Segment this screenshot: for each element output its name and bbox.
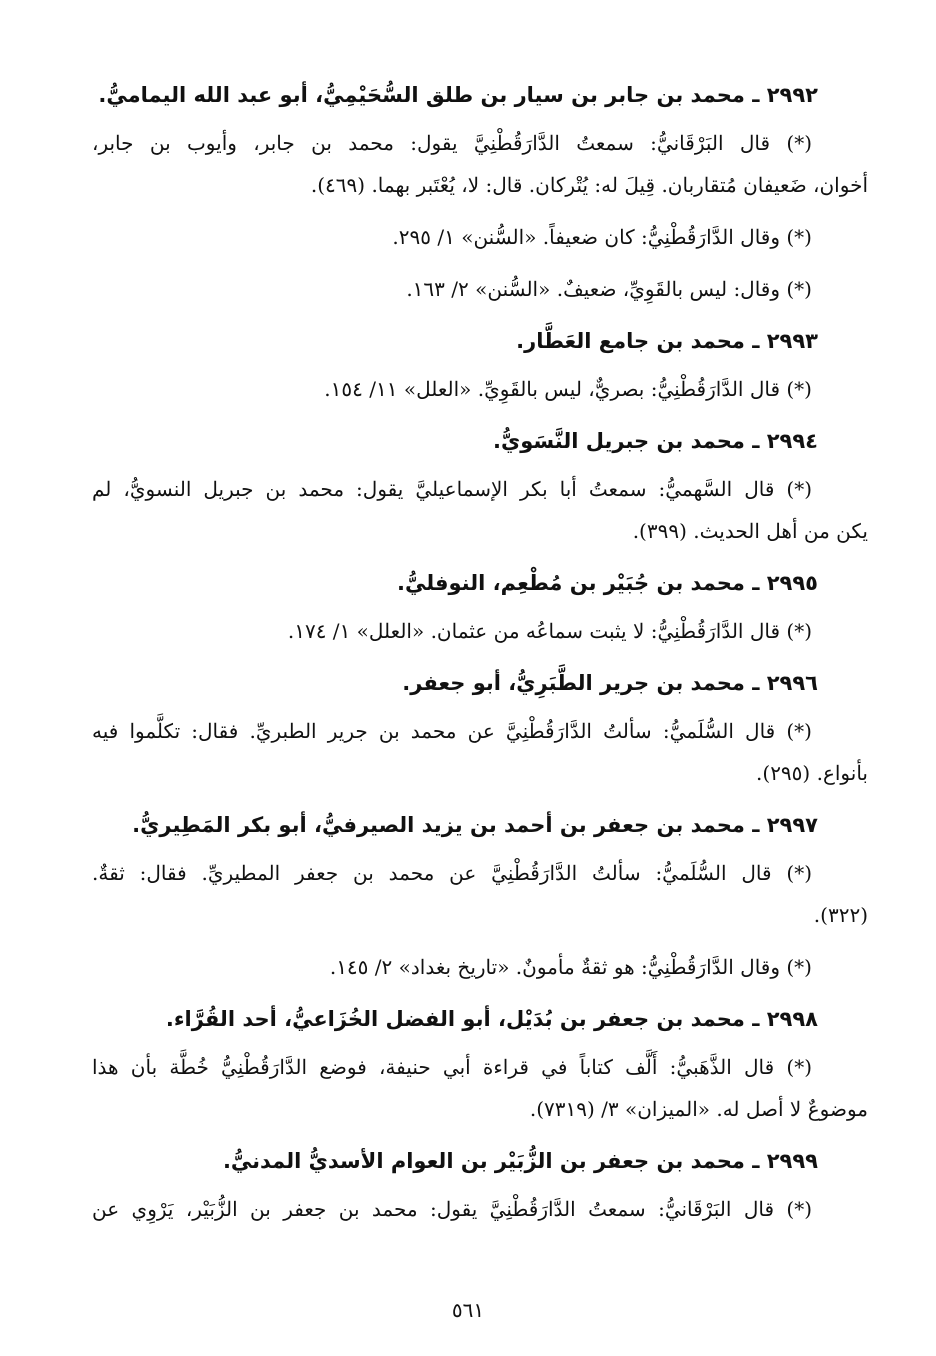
paragraph-line: (*) قال الذَّهَبيُّ: أَلَّف كتاباً في قراءة أبي حنيفة، فوضع الدَّارَقُطْنِيُّ خُطَّة بأن هذا xyxy=(92,1055,812,1079)
entry-heading: ٢٩٩٤ ـ محمد بن جبريل النَّسَويُّ. xyxy=(493,429,818,453)
entry-paragraph xyxy=(92,1046,868,1130)
entry-paragraph xyxy=(92,852,868,936)
paragraph-line: يكن من أهل الحديث. (٣٩٩). xyxy=(632,519,868,543)
page-number: ٥٦١ xyxy=(451,1298,485,1322)
entry-heading: ٢٩٩٥ ـ محمد بن جُبَيْر بن مُطْعِم، النوفليُّ. xyxy=(396,571,818,595)
entry-paragraph xyxy=(92,710,868,794)
entry-paragraph xyxy=(92,122,868,206)
paragraph-line: (*) وقال الدَّارَقُطْنِيُّ: هو ثقةٌ مأمونٌ. «تاريخ بغداد» ٢/ ١٤٥. xyxy=(329,955,812,979)
entry-heading: ٢٩٩٧ ـ محمد بن جعفر بن أحمد بن يزيد الصيرفيُّ، أبو بكر المَطِيريُّ. xyxy=(132,813,818,837)
entry-2994 xyxy=(92,420,868,552)
entry-heading: ٢٩٩٨ ـ محمد بن جعفر بن بُدَيْل، أبو الفضل الخُزَاعيُّ، أحد القُرَّاء. xyxy=(165,1007,818,1031)
entry-paragraph xyxy=(92,1188,868,1230)
paragraph-line: (*) قال السَّهميُّ: سمعتُ أبا بكر الإسماعيليَّ يقول: محمد بن جبريل النسويُّ، لم xyxy=(92,477,812,501)
entry-2998 xyxy=(92,998,868,1130)
entry-2992 xyxy=(92,74,868,310)
entry-paragraph xyxy=(92,368,868,410)
entry-heading: ٢٩٩٢ ـ محمد بن جابر بن سيار بن طلق السُّحَيْمِيُّ، أبو عبد الله اليماميُّ. xyxy=(98,83,818,107)
paragraph-line: أخوان، ضَعيفان مُتقاربان. قِيلَ له: يُتْركان. قال: لا، يُعْتَبر بهما. (٤٦٩). xyxy=(310,173,868,197)
entry-2993 xyxy=(92,320,868,410)
paragraph-line: (*) قال السُّلَميُّ: سألتُ الدَّارَقُطْنِيَّ عن محمد بن جعفر المطيريِّ. فقال: ثقةٌ. xyxy=(92,861,812,885)
paragraph-line: (*) وقال الدَّارَقُطْنِيُّ: كان ضعيفاً. «السُّنن» ١/ ٢٩٥. xyxy=(392,225,812,249)
paragraph-line: (*) قال الدَّارَقُطْنِيُّ: لا يثبت سماعُه من عثمان. «العلل» ١/ ١٧٤. xyxy=(287,619,812,643)
paragraph-line: (*) قال البَرْقَانيُّ: سمعتُ الدَّارَقُطْنِيَّ يقول: محمد بن جابر، وأيوب بن جابر، xyxy=(92,131,813,155)
paragraph-line: موضوعٌ لا أصل له. «الميزان» ٣/ (٧٣١٩). xyxy=(529,1097,868,1121)
paragraph-line: (*) قال البَرْقَانيُّ: سمعتُ الدَّارَقُطْنِيَّ يقول: محمد بن جعفر بن الزُّبَيْر، يَرْوِي عن xyxy=(92,1197,812,1221)
entry-2999 xyxy=(92,1140,868,1230)
page-body xyxy=(92,74,868,1344)
entry-paragraph xyxy=(92,216,868,258)
paragraph-line: (*) وقال: ليس بالقَوِيِّ، ضعيفٌ. «السُّنن» ٢/ ١٦٣. xyxy=(406,277,812,301)
entry-2995 xyxy=(92,562,868,652)
paragraph-line: بأنواع. (٢٩٥). xyxy=(756,761,868,785)
paragraph-line: (*) قال الدَّارَقُطْنِيُّ: بصريٌّ، ليس بالقَوِيِّ. «العلل» ١١/ ١٥٤. xyxy=(324,377,812,401)
entry-paragraph xyxy=(92,468,868,552)
entry-heading: ٢٩٩٩ ـ محمد بن جعفر بن الزُّبَيْر بن العوام الأسديُّ المدنيُّ. xyxy=(222,1149,818,1173)
entry-heading: ٢٩٩٣ ـ محمد بن جامع العَطَّار. xyxy=(516,329,818,353)
paragraph-line: (*) قال السُّلَميُّ: سألتُ الدَّارَقُطْنِيَّ عن محمد بن جرير الطبريِّ. فقال: تكلَّموا فيه xyxy=(92,719,812,743)
entry-2996 xyxy=(92,662,868,794)
entry-paragraph xyxy=(92,946,868,988)
entry-heading: ٢٩٩٦ ـ محمد بن جرير الطَّبَرِيُّ، أبو جعفر. xyxy=(402,671,818,695)
entry-paragraph xyxy=(92,610,868,652)
entry-paragraph xyxy=(92,268,868,310)
paragraph-line: (٣٢٢). xyxy=(813,903,868,927)
entry-2997 xyxy=(92,804,868,988)
